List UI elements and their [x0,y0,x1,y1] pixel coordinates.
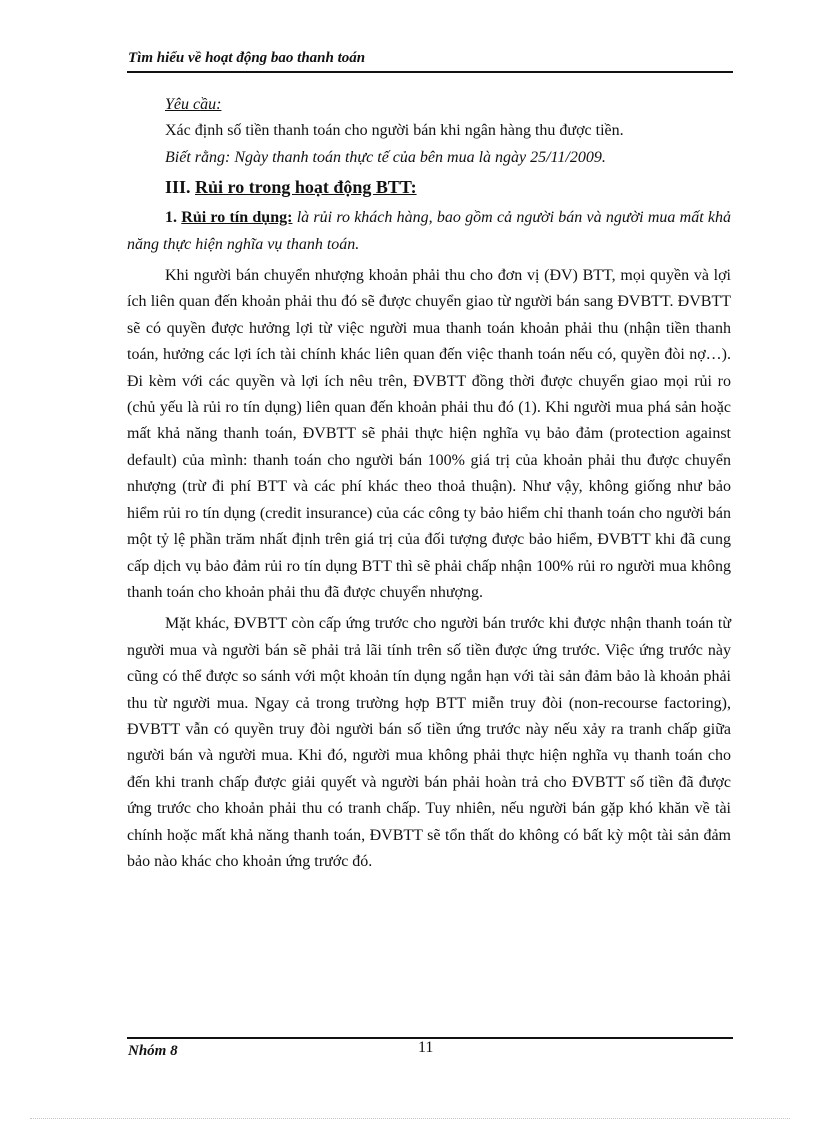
subsection-number: 1. [165,209,177,227]
subsection-definition: là rủi ro khách hàng, bao gồm cả người bán và người mua mất khả năng thực hiện nghĩa vụ thanh toán. [127,209,732,253]
page-edge-divider [30,1118,790,1119]
page-number: 11 [418,1039,434,1056]
footer-group-name: Nhóm 8 [128,1043,178,1059]
section-title: Rủi ro trong hoạt động BTT: [195,177,417,198]
subsection-block [127,205,731,258]
section-heading [127,172,731,202]
running-header-title: Tìm hiểu về hoạt động bao thanh toán [128,50,366,66]
body-paragraph-1: Khi người bán chuyển nhượng khoản phải thu cho đơn vị (ĐV) BTT, mọi quyền và lợi ích liên quan đến khoản phải thu đó sẽ được chuyển giao từ người bán sang ĐVBTT. ĐVBTT sẽ có quyền được hưởng lợi từ việc người mua thanh toán khoản phải thu (nhận tiền thanh toán, hưởng các lợi ích tài chính khác liên quan đến việc thanh toán nếu có, quyền đòi nợ…). Đi kèm với các quyền và lợi ích nêu trên, ĐVBTT đồng thời được chuyển giao mọi rủi ro (chủ yếu là rủi ro tín dụng) liên quan đến khoản phải thu đó (1). Khi người mua phá sản hoặc mất khả năng thanh toán, ĐVBTT sẽ phải thực hiện nghĩa vụ bảo đảm (protection against default) của mình: thanh toán cho người bán 100% giá trị của khoản phải thu được chuyển nhượng (trừ đi phí BTT và các phí khác theo thoả thuận). Như vậy, không giống như bảo hiểm rủi ro tín dụng (credit insurance) của các công ty bảo hiểm chỉ thanh toán cho người bán một tỷ lệ phần trăm nhất định trên giá trị của đối tượng được bảo hiểm, ĐVBTT khi đã cung cấp dịch vụ bảo đảm rủi ro tín dụng BTT thì sẽ phải chấp nhận 100% rủi ro người mua không thanh toán cho khoản phải thu đã được chuyển nhượng. [127,267,731,601]
requirement-task: Xác định số tiền thanh toán cho người bán khi ngân hàng thu được tiền. [165,122,624,140]
header-rule [127,71,733,73]
requirement-given: Biết rằng: Ngày thanh toán thực tế của bên mua là ngày 25/11/2009. [165,148,606,166]
section-number: III. [165,177,191,198]
page-content [127,92,731,875]
subsection-title: Rủi ro tín dụng: [181,209,293,227]
body-paragraph-2: Mặt khác, ĐVBTT còn cấp ứng trước cho người bán trước khi được nhận thanh toán từ người mua và người bán sẽ phải trả lãi tính trên số tiền được ứng trước. Việc ứng trước này cũng có thể được so sánh với một khoản tín dụng ngắn hạn với tài sản đảm bảo là khoản phải thu từ người mua. Ngay cả trong trường hợp BTT miễn truy đòi (non-recourse factoring), ĐVBTT vẫn có quyền truy đòi người bán số tiền ứng trước này nếu xảy ra tranh chấp giữa người bán và người mua. Khi đó, người mua không phải thực hiện nghĩa vụ thanh toán cho đến khi tranh chấp được giải quyết và người bán phải hoàn trả cho ĐVBTT số tiền đã được ứng trước cho khoản phải thu có tranh chấp. Tuy nhiên, nếu người bán gặp khó khăn về tài chính hoặc mất khả năng thanh toán, ĐVBTT sẽ tổn thất do không có bất kỳ một tài sản đảm bảo nào khác cho khoản ứng trước đó. [127,615,731,870]
requirement-label: Yêu cầu: [165,96,222,113]
